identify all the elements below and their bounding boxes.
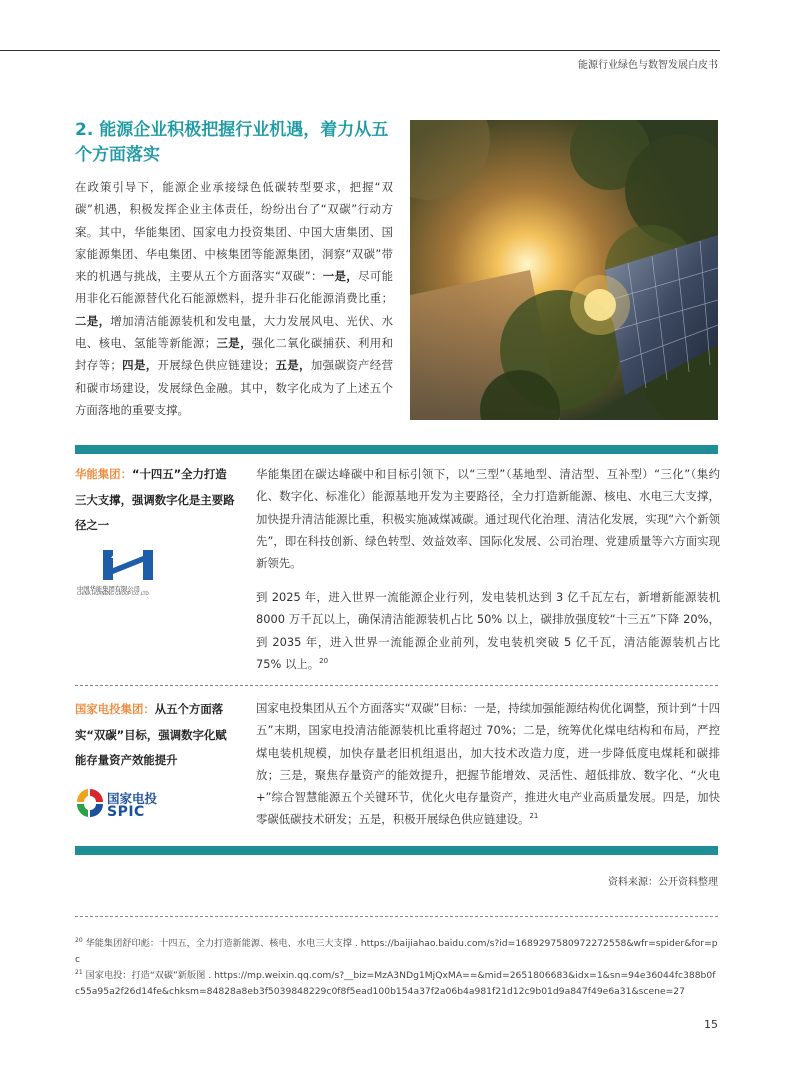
huaneng-headline	[75, 462, 235, 539]
section-divider-top	[75, 445, 718, 454]
point-5-text: 加强碳资产经营和碳市场建设，发展绿色金融。其中，数字化成为了上述五个方面落地的重要支撑。	[75, 358, 393, 417]
point-1-key: 一是，	[322, 269, 359, 284]
footnote-num: 20	[75, 936, 83, 944]
spic-logo-en: SPIC	[107, 804, 145, 820]
spic-headline	[75, 697, 235, 774]
point-3-text: 强化二氧化碳捕获、利用和封存等；	[75, 336, 393, 373]
spic-name: 国家电投集团：	[75, 702, 155, 716]
spic-headline-text: 从五个方面落实“双碳”目标，强调数字化赋能存量资产效能提升	[75, 702, 227, 767]
huaneng-paragraph-2-text: 到 2025 年，进入世界一流能源企业行列，发电装机达到 3 亿千瓦左右，新增新能源装机 8000 万千瓦以上，确保清洁能源装机占比 50% 以上，碳排放强度较“十三五”下降 20%，到 2035 年，进入世界一流能源企业前列，发电装机突破 5 亿千瓦，清洁能源装机占比 75% 以上。	[256, 590, 720, 671]
point-5-key: 五是，	[275, 358, 311, 373]
huaneng-paragraph-1: 华能集团在碳达峰碳中和目标引领下，以“三型”（基地型、清洁型、互补型）“三化”（集约化、数字化、标准化）能源基地开发为主要路径，全力打造新能源、核电、水电三大支撑，加快提升清洁能源比重，积极实施减煤减碳。通过现代化治理、清洁化发展，实现“六个新领先”，即在科技创新、绿色转型、效益效率、国际化发展、公司治理、党建质量等六方面实现新领先。	[256, 467, 720, 571]
spic-paragraph	[256, 697, 720, 831]
spic-paragraph-text: 国家电投集团从五个方面落实“双碳”目标：一是，持续加强能源结构优化调整，预计到“十四五”末期，国家电投清洁能源装机比重将超过 70%；二是，统筹优化煤电结构和布局，严控煤电装机规模，加快存量老旧机组退出，加大技术改造力度，进一步降低度电煤耗和碳排放；三是，聚焦存量资产的能效提升，把握节能增效、灵活性、超低排放、数字化、“火电 +”综合智慧能源五个关键环节，优化火电存量资产，推进火电产业高质量发展。四是，加快零碳低碳技术研发；五是，积极开展绿色供应链建设。	[256, 701, 720, 827]
section-title: 2. 能源企业积极把握行业机遇，着力从五个方面落实	[75, 120, 389, 165]
intro-paragraph	[75, 176, 393, 421]
point-1-text: 尽可能用非化石能源替代化石能源燃料，提升非石化能源消费比重；	[75, 269, 393, 306]
page-number: 15	[704, 1018, 718, 1031]
footnote-num: 21	[75, 968, 83, 976]
footnote-rule	[75, 916, 718, 917]
huaneng-name: 华能集团：	[75, 467, 132, 481]
running-header: 能源行业绿色与数智发展白皮书	[578, 60, 718, 71]
spic-logo-cn: 国家电投	[107, 791, 158, 806]
footnote-text[interactable]: 国家电投：打造“双碳”新版图 . https://mp.weixin.qq.com/s?__biz=MzA3NDg1MjQxMA==&mid=2651806683&idx=1&sn=94e36044fc388b0fc55a95a2f26d14fe&chksm=84828a8eb3f5039848229c0f8f5ead100b154a37f2a06b4a981f21d12c9b01d9a847f49e6a31&scene=27	[75, 970, 716, 997]
point-2-key: 二是，	[75, 313, 111, 328]
point-3-key: 三是，	[216, 336, 252, 351]
section-divider-bottom	[75, 846, 718, 855]
point-2-text: 增加清洁能源装机和发电量，大力发展风电、光伏、水电、核电、氢能等新能源；	[75, 313, 393, 351]
footnote-ref-20[interactable]: 20	[319, 657, 329, 666]
footnote-20	[75, 936, 720, 968]
source-note: 资料来源：公开资料整理	[608, 877, 718, 888]
footnote-21	[75, 968, 720, 1000]
footnote-ref-21[interactable]: 21	[529, 812, 539, 821]
huaneng-paragraph-2	[256, 586, 720, 675]
point-4-text: 开展绿色供应链建设；	[157, 358, 276, 373]
spic-logo	[75, 786, 175, 826]
huaneng-logo-en: CHINA HUANENG GROUP CO.,LTD.	[77, 592, 151, 597]
huaneng-headline-text: “十四五”全力打造三大支撑，强调数字化是主要路径之一	[75, 467, 235, 532]
solar-panel-photo	[410, 120, 718, 420]
intro-text: 在政策引导下，能源企业承接绿色低碳转型要求，把握“双碳”机遇，积极发挥企业主体责任，纷纷出台了“双碳”行动方案。其中，华能集团、国家电力投资集团、中国大唐集团、国家能源集团、华电集团、中核集团等能源集团，洞察“双碳”带来的机遇与挑战，主要从五个方面落实“双碳”：	[75, 180, 393, 284]
point-4-key: 四是，	[121, 358, 158, 373]
footnote-text[interactable]: 华能集团舒印彪：十四五，全力打造新能源、核电、水电三大支撑 . https://baijiahao.baidu.com/s?id=1689297580972272558&wfr=spider&for=pc	[75, 938, 718, 965]
huaneng-logo	[75, 548, 175, 598]
company-separator	[75, 685, 718, 686]
huaneng-logo-cn: 中国华能集团有限公司	[77, 586, 140, 593]
header-rule	[0, 50, 720, 51]
